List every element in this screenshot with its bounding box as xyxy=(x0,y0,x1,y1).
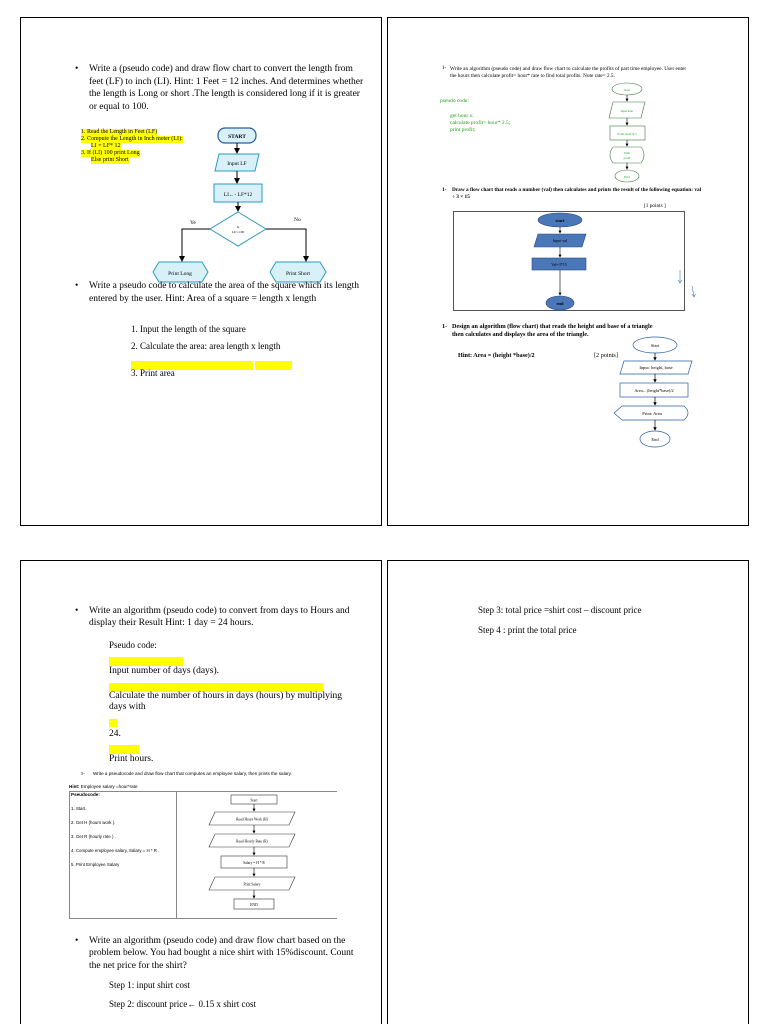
flow-print-short-label: Print Short xyxy=(286,271,310,277)
q1-step: LI = LF* 12 xyxy=(91,143,121,149)
q2-number: 5- xyxy=(81,771,85,776)
flow-process-label: Val=3*15 xyxy=(551,262,567,267)
flow-end-label: END xyxy=(250,903,258,907)
flow-decision-label: LI>=100 xyxy=(231,230,245,234)
highlight-bar xyxy=(109,657,183,666)
q1-flowchart xyxy=(146,123,366,283)
q2-step: 5. Print Employee Salary xyxy=(71,862,120,867)
q1-pseudo-title: pseudo code: xyxy=(440,98,469,104)
q2-points: [1 points ] xyxy=(644,203,666,209)
q2-step-1: 1. Input the length of the square xyxy=(131,324,246,334)
flow-yes-label: Ye xyxy=(190,220,196,226)
flow-print-label: Print Salary xyxy=(243,882,261,887)
flow-print xyxy=(610,147,644,163)
flow-start-label: Start xyxy=(650,343,660,348)
flow-start-label: Start xyxy=(250,798,258,803)
step-4: Step 4 : print the total price xyxy=(478,625,577,635)
flow-end-label: end xyxy=(556,301,564,306)
step-3: Step 3: total price =shirt cost – discount price xyxy=(478,605,642,615)
q2-text: Write a pseudocode and draw flow chart that computes an employee salary, then prints the salary. xyxy=(93,771,292,776)
q1-text: • Write a (pseudo code) and draw flow chart to convert the length from feet (LF) to inch (LI). Hint: 1 Feet = 12 inches. And determines whether the length is Long or short .The length is considered long if it is greater or equal to 100. xyxy=(89,63,365,113)
q1-step: 2. Compute the Length in Inch meter (LI): xyxy=(81,136,183,142)
page-1 xyxy=(20,17,382,526)
q1-line-1: Input number of days (days). xyxy=(109,666,220,676)
flow-input-label: Input val xyxy=(552,238,568,243)
q2-flowchart xyxy=(201,793,311,919)
flow-decision-diamond xyxy=(210,212,266,246)
q2-pseudo-title: Pseudocode: xyxy=(71,792,100,797)
q3-number: 1- xyxy=(442,323,448,330)
flow-read-hours-label: Read Hours Work (H) xyxy=(236,817,268,822)
q2-step: 3. Get R (hourly rate ) . xyxy=(71,834,116,839)
flow-read-rate-label: Read Hourly Rate (R) xyxy=(236,839,268,844)
q1-pseudo-line: print profit; xyxy=(450,127,476,133)
page-4 xyxy=(387,560,749,1024)
q1-pseudo-line: get hour x; xyxy=(450,113,474,119)
q2-text: Draw a flow chart that reads a number (val) then calculates and prints the result of the following equation: val ÷ 3 × 15 xyxy=(452,187,702,201)
q1-line-4: Print hours. xyxy=(109,754,154,764)
q1-pseudo-line: calculate profit= hour* 2.5; xyxy=(450,120,511,126)
flow-print-label: Print: Area xyxy=(642,411,662,416)
flow-compute-label: Salary = H * R xyxy=(243,861,265,865)
q1-pseudo-title: Pseudo code: xyxy=(109,640,157,650)
flow-print-label: profit xyxy=(623,156,631,160)
flow-process-label: LI←- LF*12 xyxy=(223,192,253,198)
q2-number: 1- xyxy=(442,187,447,193)
flow-input-label: Input LF xyxy=(227,161,247,167)
q2-step-3: 3. Print area xyxy=(131,368,175,378)
q3-flowchart xyxy=(610,334,700,458)
flow-start-label: start xyxy=(555,218,565,223)
q2-hint-text: Employee salary =hour*rate xyxy=(80,784,138,789)
q2-step: 4. Compute employee salary, Salary = H * R . xyxy=(71,848,160,853)
page-2 xyxy=(387,17,749,526)
flow-print-label: Print xyxy=(624,151,630,155)
q1-step: 1. Read the Length in Feet (LF) xyxy=(81,129,158,135)
q3-points: [2 points] xyxy=(594,352,618,359)
flow-input-label: Input hour xyxy=(620,109,634,113)
q3-step-1: Step 1: input shirt cost xyxy=(109,980,190,990)
flow-process-label: Profit=hour*2.5 xyxy=(617,132,637,136)
q2-step-2: 2. Calculate the area: area length x length xyxy=(131,341,281,351)
q1-flowchart xyxy=(603,80,653,184)
flow-no-label: No xyxy=(294,217,301,223)
q2-text: • Write a pseudo code to calculate the area of the square which its length entered by the user. Hint: Area of a square = length x length xyxy=(89,280,365,305)
flow-end-label: End xyxy=(624,175,630,179)
q2-step: 1. Start. xyxy=(71,806,87,811)
flow-input-label: Input: height, base xyxy=(639,365,673,370)
q2-flowchart xyxy=(518,211,598,313)
q3-step-2: Step 2: discount price← 0.15 x shirt cost xyxy=(109,999,256,1009)
q1-number: 1- xyxy=(442,66,447,71)
flow-decision-label: Is xyxy=(236,225,240,229)
highlight-bar xyxy=(109,719,117,727)
q1-line-3: 24. xyxy=(109,729,121,739)
page-3 xyxy=(20,560,382,1024)
q1-line-2: Calculate the number of hours in days (hours) by multiplying days with xyxy=(109,691,342,712)
arrow-icon xyxy=(676,268,696,300)
highlight-bar xyxy=(255,361,292,370)
flow-print-long-label: Print Long xyxy=(168,271,192,277)
q2-hint xyxy=(69,784,138,789)
flow-start-label: start xyxy=(623,88,631,92)
flow-start-label: START xyxy=(228,134,246,140)
q2-step: 2. Get H (hours work ). xyxy=(71,820,116,825)
q3-text: • Write an algorithm (pseudo code) and draw flow chart based on the problem below. You had bought a nice shirt with 15%discount. Count the net price for the shirt? xyxy=(89,935,365,972)
flow-process-label: Area←(height*base)/2 xyxy=(634,388,674,393)
q3-text: Design an algorithm (flow chart) that reads the height and base of a triangle then calculates and displays the area of the triangle. xyxy=(452,323,653,338)
q1-text: Write an algorithm (pseudo code) and draw flow chart to calculate the profits of part time employee. User enter the hours then calculate profit= hour* rate to find total profits. Note rate= 2.5. xyxy=(450,66,687,80)
q1-text: • Write an algorithm (pseudo code) to convert from days to Hours and display their Result Hint: 1 day = 24 hours. xyxy=(89,605,365,630)
q3-hint: Hint: Area = (height *base)/2 xyxy=(458,352,535,359)
q2-table-divider xyxy=(176,791,177,919)
flow-end-label: End xyxy=(651,437,659,442)
q1-step: Else print Short xyxy=(91,157,129,163)
q1-step: 3. If (LI) 100 print Long xyxy=(81,150,140,156)
q2-hint-label: Hint: xyxy=(69,784,80,789)
highlight-bar xyxy=(109,745,139,754)
